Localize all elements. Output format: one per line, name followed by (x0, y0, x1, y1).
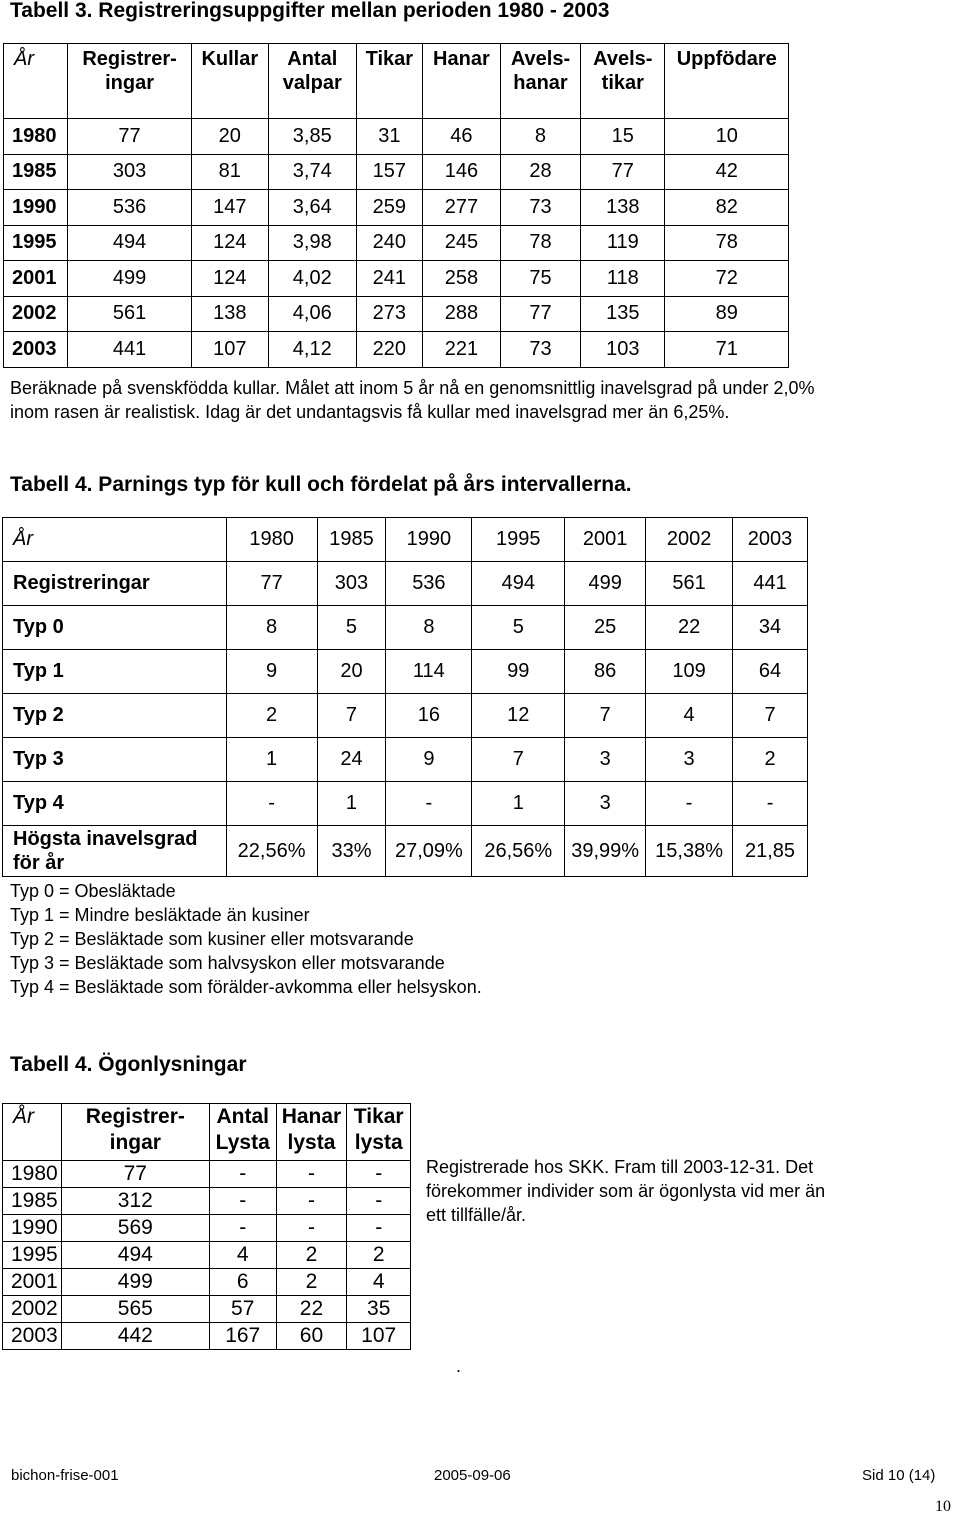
table-cell: 24 (317, 738, 386, 782)
registration-table (3, 43, 789, 368)
table-cell: 4,02 (268, 261, 356, 297)
table-cell: 89 (665, 296, 789, 332)
table-cell: 77 (581, 154, 665, 190)
table-row (4, 296, 789, 332)
header-cell: Tikar (356, 44, 422, 119)
table-cell: 4 (347, 1269, 411, 1296)
header-cell: Kullar (191, 44, 268, 119)
table-cell: 273 (356, 296, 422, 332)
table-cell: 77 (61, 1161, 209, 1188)
table-cell: 7 (565, 694, 646, 738)
table-cell: 135 (581, 296, 665, 332)
table-cell: 565 (61, 1296, 209, 1323)
table-cell: 240 (356, 225, 422, 261)
legend-line: Typ 2 = Besläktade som kusiner eller motsvarande (10, 929, 414, 949)
header-cell: Hanar (422, 44, 500, 119)
table-cell: 107 (347, 1323, 411, 1350)
table-cell: 499 (68, 261, 191, 297)
table-cell: 258 (422, 261, 500, 297)
table-cell: 277 (422, 190, 500, 226)
table-cell: 9 (386, 738, 472, 782)
table-cell: 7 (733, 694, 808, 738)
table-header-row (3, 518, 808, 562)
table-cell: 82 (665, 190, 789, 226)
table-cell: 3 (646, 738, 733, 782)
row-label-cell: Typ 1 (3, 650, 227, 694)
table-cell: 259 (356, 190, 422, 226)
table-row (3, 1296, 411, 1323)
table-cell: 3,85 (268, 119, 356, 155)
table-cell: 3,74 (268, 154, 356, 190)
row-label-cell: År (3, 518, 227, 562)
table-cell: 494 (61, 1242, 209, 1269)
year-cell: 1995 (4, 225, 68, 261)
legend-line: Typ 1 = Mindre besläktade än kusiner (10, 905, 310, 925)
table-cell: 1 (472, 782, 565, 826)
table-cell: 1 (226, 738, 317, 782)
table-cell: 2002 (646, 518, 733, 562)
table-row (3, 1161, 411, 1188)
header-cell: Antal Lysta (209, 1104, 276, 1161)
table-cell: 57 (209, 1296, 276, 1323)
table-cell: 494 (472, 562, 565, 606)
eye-examination-table (2, 1103, 411, 1350)
table-cell: 147 (191, 190, 268, 226)
table-cell: 78 (500, 225, 580, 261)
table-cell: 138 (191, 296, 268, 332)
header-cell: Hanar lysta (276, 1104, 347, 1161)
table-cell: - (646, 782, 733, 826)
table-cell: 12 (472, 694, 565, 738)
table-cell: 22,56% (226, 826, 317, 877)
table-cell: 312 (61, 1188, 209, 1215)
header-cell: Avels-tikar (581, 44, 665, 119)
header-cell: Uppfödare (665, 44, 789, 119)
table-cell: 107 (191, 332, 268, 368)
table-row (3, 1242, 411, 1269)
table-cell: 71 (665, 332, 789, 368)
header-cell: År (4, 44, 68, 119)
table-cell: 7 (317, 694, 386, 738)
table5-title: Tabell 4. Ögonlysningar (10, 1053, 247, 1076)
table-cell: 10 (665, 119, 789, 155)
table-cell: 42 (665, 154, 789, 190)
row-label-cell: Registreringar (3, 562, 227, 606)
table-cell: 442 (61, 1323, 209, 1350)
table-row (4, 225, 789, 261)
table-cell: 138 (581, 190, 665, 226)
table-cell: 1990 (386, 518, 472, 562)
legend-line: Typ 4 = Besläktade som förälder-avkomma eller helsyskon. (10, 977, 482, 997)
table-cell: 114 (386, 650, 472, 694)
table3-title: Tabell 3. Registreringsuppgifter mellan perioden 1980 - 2003 (10, 0, 610, 22)
table-cell: 28 (500, 154, 580, 190)
table-cell: - (733, 782, 808, 826)
table-row (3, 606, 808, 650)
table-cell: 77 (68, 119, 191, 155)
row-label-cell: Typ 0 (3, 606, 227, 650)
table-cell: 7 (472, 738, 565, 782)
table-header-row (4, 44, 789, 119)
header-cell: År (3, 1104, 62, 1161)
table-cell: 2 (347, 1242, 411, 1269)
stray-dot: . (456, 1356, 462, 1376)
table-cell: 31 (356, 119, 422, 155)
table-cell: 75 (500, 261, 580, 297)
table-cell: - (347, 1215, 411, 1242)
legend-line: Typ 0 = Obesläktade (10, 881, 176, 901)
table-cell: 536 (386, 562, 472, 606)
table-cell: 78 (665, 225, 789, 261)
table-cell: 35 (347, 1296, 411, 1323)
table-cell: 303 (317, 562, 386, 606)
table4-title: Tabell 4. Parnings typ för kull och fördelat på års intervallerna. (10, 473, 632, 496)
table-row (4, 190, 789, 226)
table-cell: 2 (276, 1242, 347, 1269)
table-row (3, 738, 808, 782)
header-cell: Registrer-ingar (61, 1104, 209, 1161)
table-cell: 4 (646, 694, 733, 738)
table-cell: - (209, 1215, 276, 1242)
table-cell: 46 (422, 119, 500, 155)
table-cell: 73 (500, 332, 580, 368)
year-cell: 2003 (3, 1323, 62, 1350)
page-number: 10 (935, 1498, 951, 1515)
table-cell: 124 (191, 225, 268, 261)
table-cell: 99 (472, 650, 565, 694)
header-cell: Antal valpar (268, 44, 356, 119)
table-cell: 20 (317, 650, 386, 694)
table-cell: 39,99% (565, 826, 646, 877)
table-cell: 77 (500, 296, 580, 332)
table-row (4, 119, 789, 155)
table-cell: 77 (226, 562, 317, 606)
table-cell: 1980 (226, 518, 317, 562)
table-cell: 167 (209, 1323, 276, 1350)
table-cell: 22 (646, 606, 733, 650)
table-cell: 536 (68, 190, 191, 226)
table-cell: 221 (422, 332, 500, 368)
table-cell: 6 (209, 1269, 276, 1296)
header-cell: Tikar lysta (347, 1104, 411, 1161)
year-cell: 1995 (3, 1242, 62, 1269)
table-cell: 494 (68, 225, 191, 261)
footer-date: 2005-09-06 (434, 1467, 511, 1484)
table-cell: 2 (276, 1269, 347, 1296)
year-cell: 2003 (4, 332, 68, 368)
table-cell: - (347, 1161, 411, 1188)
eye-exam-note: Registrerade hos SKK. Fram till 2003-12-31. Det förekommer individer som är ögonlysta vid mer än ett tillfälle/år. (426, 1157, 826, 1225)
table-cell: 561 (68, 296, 191, 332)
table-cell: 27,09% (386, 826, 472, 877)
year-cell: 1985 (3, 1188, 62, 1215)
table-cell: 124 (191, 261, 268, 297)
table-cell: 561 (646, 562, 733, 606)
table-cell: - (276, 1215, 347, 1242)
table-cell: 2 (226, 694, 317, 738)
table-cell: 499 (565, 562, 646, 606)
table-cell: 3,64 (268, 190, 356, 226)
table-cell: 21,85 (733, 826, 808, 877)
table-cell: 1985 (317, 518, 386, 562)
table-cell: - (276, 1161, 347, 1188)
table-cell: 2003 (733, 518, 808, 562)
table-cell: 5 (472, 606, 565, 650)
year-cell: 2001 (3, 1269, 62, 1296)
table-cell: 499 (61, 1269, 209, 1296)
table-cell: 4,06 (268, 296, 356, 332)
year-cell: 1980 (3, 1161, 62, 1188)
table-row (4, 261, 789, 297)
table-row (3, 1269, 411, 1296)
table-cell: 73 (500, 190, 580, 226)
year-cell: 2002 (3, 1296, 62, 1323)
table-cell: 4 (209, 1242, 276, 1269)
table-row (3, 562, 808, 606)
table-cell: - (226, 782, 317, 826)
footer-page-of: Sid 10 (14) (862, 1467, 936, 1484)
table-cell: 33% (317, 826, 386, 877)
table-cell: 2001 (565, 518, 646, 562)
table-cell: 9 (226, 650, 317, 694)
table-cell: 8 (500, 119, 580, 155)
table-cell: 86 (565, 650, 646, 694)
table-cell: 15,38% (646, 826, 733, 877)
row-label-cell: Typ 3 (3, 738, 227, 782)
table-row (4, 154, 789, 190)
table-cell: 103 (581, 332, 665, 368)
year-cell: 1985 (4, 154, 68, 190)
table-cell: - (386, 782, 472, 826)
table3-note: Beräknade på svenskfödda kullar. Målet att inom 5 år nå en genomsnittlig inavelsgrad på under 2,0% inom rasen är realistisk. Idag är det undantagsvis få kullar med inavelsgrad mer än 6,25%. (10, 378, 815, 422)
table-row (3, 1323, 411, 1350)
table-cell: 25 (565, 606, 646, 650)
table-cell: 15 (581, 119, 665, 155)
table-cell: 3 (565, 782, 646, 826)
mating-type-table (2, 517, 808, 877)
table-header-row (3, 1104, 411, 1161)
table-cell: 3 (565, 738, 646, 782)
mating-type-legend (10, 879, 482, 999)
table-cell: 4,12 (268, 332, 356, 368)
legend-line: Typ 3 = Besläktade som halvsyskon eller motsvarande (10, 953, 445, 973)
table-cell: 441 (68, 332, 191, 368)
table-cell: 245 (422, 225, 500, 261)
table-cell: 8 (386, 606, 472, 650)
year-cell: 1990 (4, 190, 68, 226)
table-cell: 2 (733, 738, 808, 782)
year-cell: 1980 (4, 119, 68, 155)
table-cell: 303 (68, 154, 191, 190)
row-label-cell: Typ 2 (3, 694, 227, 738)
table-row (3, 782, 808, 826)
table-cell: 220 (356, 332, 422, 368)
header-cell: Registrer-ingar (68, 44, 191, 119)
header-cell: Avels-hanar (500, 44, 580, 119)
table-cell: 146 (422, 154, 500, 190)
table-cell: - (209, 1161, 276, 1188)
table-cell: 60 (276, 1323, 347, 1350)
year-cell: 2001 (4, 261, 68, 297)
table-cell: - (209, 1188, 276, 1215)
table-cell: 1 (317, 782, 386, 826)
table-row (3, 1215, 411, 1242)
table-cell: 157 (356, 154, 422, 190)
table-cell: 288 (422, 296, 500, 332)
table-cell: 569 (61, 1215, 209, 1242)
table-cell: 8 (226, 606, 317, 650)
table-cell: - (347, 1188, 411, 1215)
table-row (3, 826, 808, 877)
table-row (3, 650, 808, 694)
table-cell: 119 (581, 225, 665, 261)
table-cell: 441 (733, 562, 808, 606)
table-cell: 3,98 (268, 225, 356, 261)
table-cell: 118 (581, 261, 665, 297)
table-row (4, 332, 789, 368)
year-cell: 2002 (4, 296, 68, 332)
table-cell: 22 (276, 1296, 347, 1323)
table-cell: 20 (191, 119, 268, 155)
table-row (3, 694, 808, 738)
table-cell: 16 (386, 694, 472, 738)
table-cell: 109 (646, 650, 733, 694)
table-row (3, 1188, 411, 1215)
table-cell: 1995 (472, 518, 565, 562)
table-cell: 64 (733, 650, 808, 694)
table-cell: 26,56% (472, 826, 565, 877)
year-cell: 1990 (3, 1215, 62, 1242)
footer-doc-id: bichon-frise-001 (11, 1467, 119, 1484)
table-cell: - (276, 1188, 347, 1215)
row-label-cell: Högsta inavelsgrad för år (3, 826, 227, 877)
row-label-cell: Typ 4 (3, 782, 227, 826)
table-cell: 5 (317, 606, 386, 650)
table-cell: 72 (665, 261, 789, 297)
table-cell: 34 (733, 606, 808, 650)
table-cell: 241 (356, 261, 422, 297)
table-cell: 81 (191, 154, 268, 190)
